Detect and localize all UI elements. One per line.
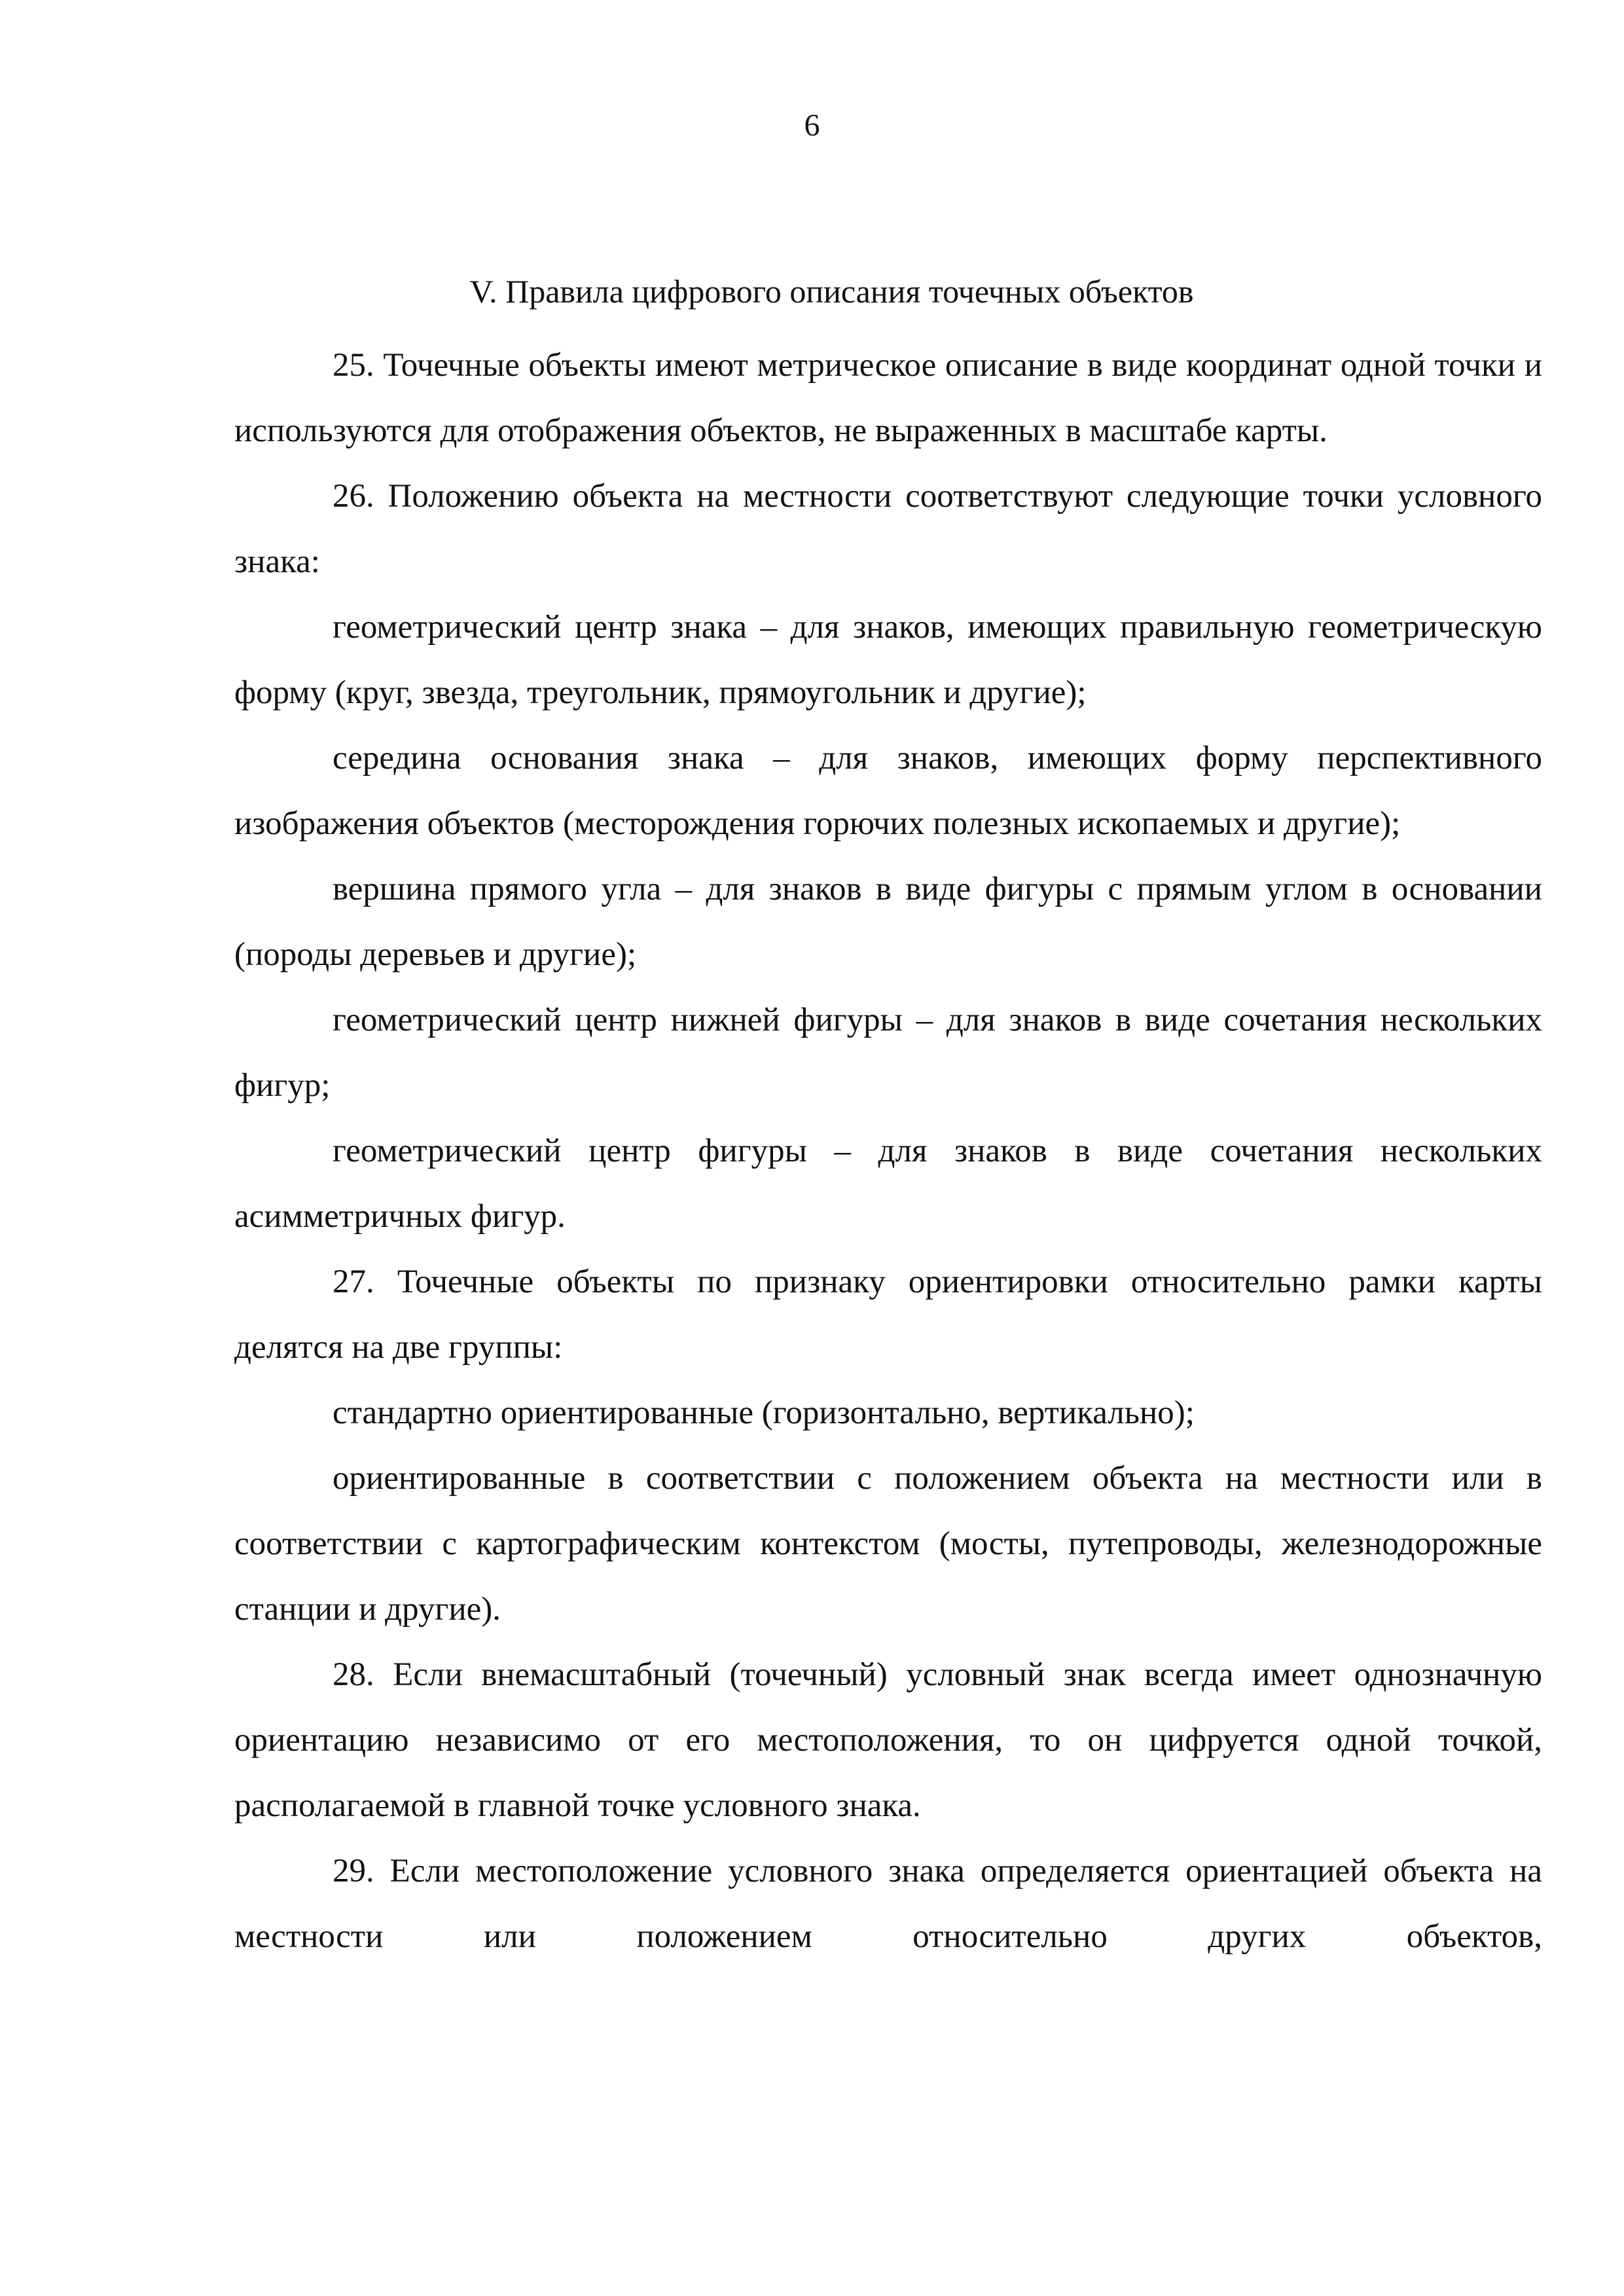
list-item-lower-figure-center: геометрический центр нижней фигуры – для знаков в виде сочетания нескольких фигур; — [234, 1002, 1542, 1104]
list-item-right-angle-vertex: вершина прямого угла – для знаков в виде фигуры с прямым углом в основании (породы деревьев и другие); — [234, 871, 1542, 973]
paragraph-28: 28. Если внемасштабный (точечный) условный знак всегда имеет однозначную ориентацию независимо от его местоположения, то он цифруется одной точкой, располагаемой в главной точке условного знака. — [234, 1656, 1542, 1824]
list-item-context-oriented: ориентированные в соответствии с положением объекта на местности или в соответствии с картографическим контекстом (мосты, путепроводы, железнодорожные станции и другие). — [234, 1460, 1542, 1628]
document-body — [234, 333, 1542, 1969]
list-item-base-middle: середина основания знака – для знаков, имеющих форму перспективного изображения объектов (месторождения горючих полезных ископаемых и другие); — [234, 740, 1542, 842]
paragraph-27: 27. Точечные объекты по признаку ориентировки относительно рамки карты делятся на две группы: — [234, 1264, 1542, 1366]
paragraph-26: 26. Положению объекта на местности соответствуют следующие точки условного знака: — [234, 478, 1542, 580]
list-item-figure-center: геометрический центр фигуры – для знаков в виде сочетания нескольких асимметричных фигур. — [234, 1133, 1542, 1235]
list-item-geometric-center: геометрический центр знака – для знаков, имеющих правильную геометрическую форму (круг, звезда, треугольник, прямоугольник и другие); — [234, 609, 1542, 711]
list-item-standard-oriented: стандартно ориентированные (горизонтально, вертикально); — [333, 1394, 1195, 1431]
paragraph-29: 29. Если местоположение условного знака определяется ориентацией объекта на местности или положением относительно других объектов, — [234, 1853, 1542, 1955]
paragraph-25: 25. Точечные объекты имеют метрическое описание в виде координат одной точки и используются для отображения объектов, не выраженных в масштабе карты. — [234, 347, 1542, 449]
section-title: V. Правила цифрового описания точечных объектов — [469, 273, 1194, 310]
page-number: 6 — [804, 108, 820, 143]
